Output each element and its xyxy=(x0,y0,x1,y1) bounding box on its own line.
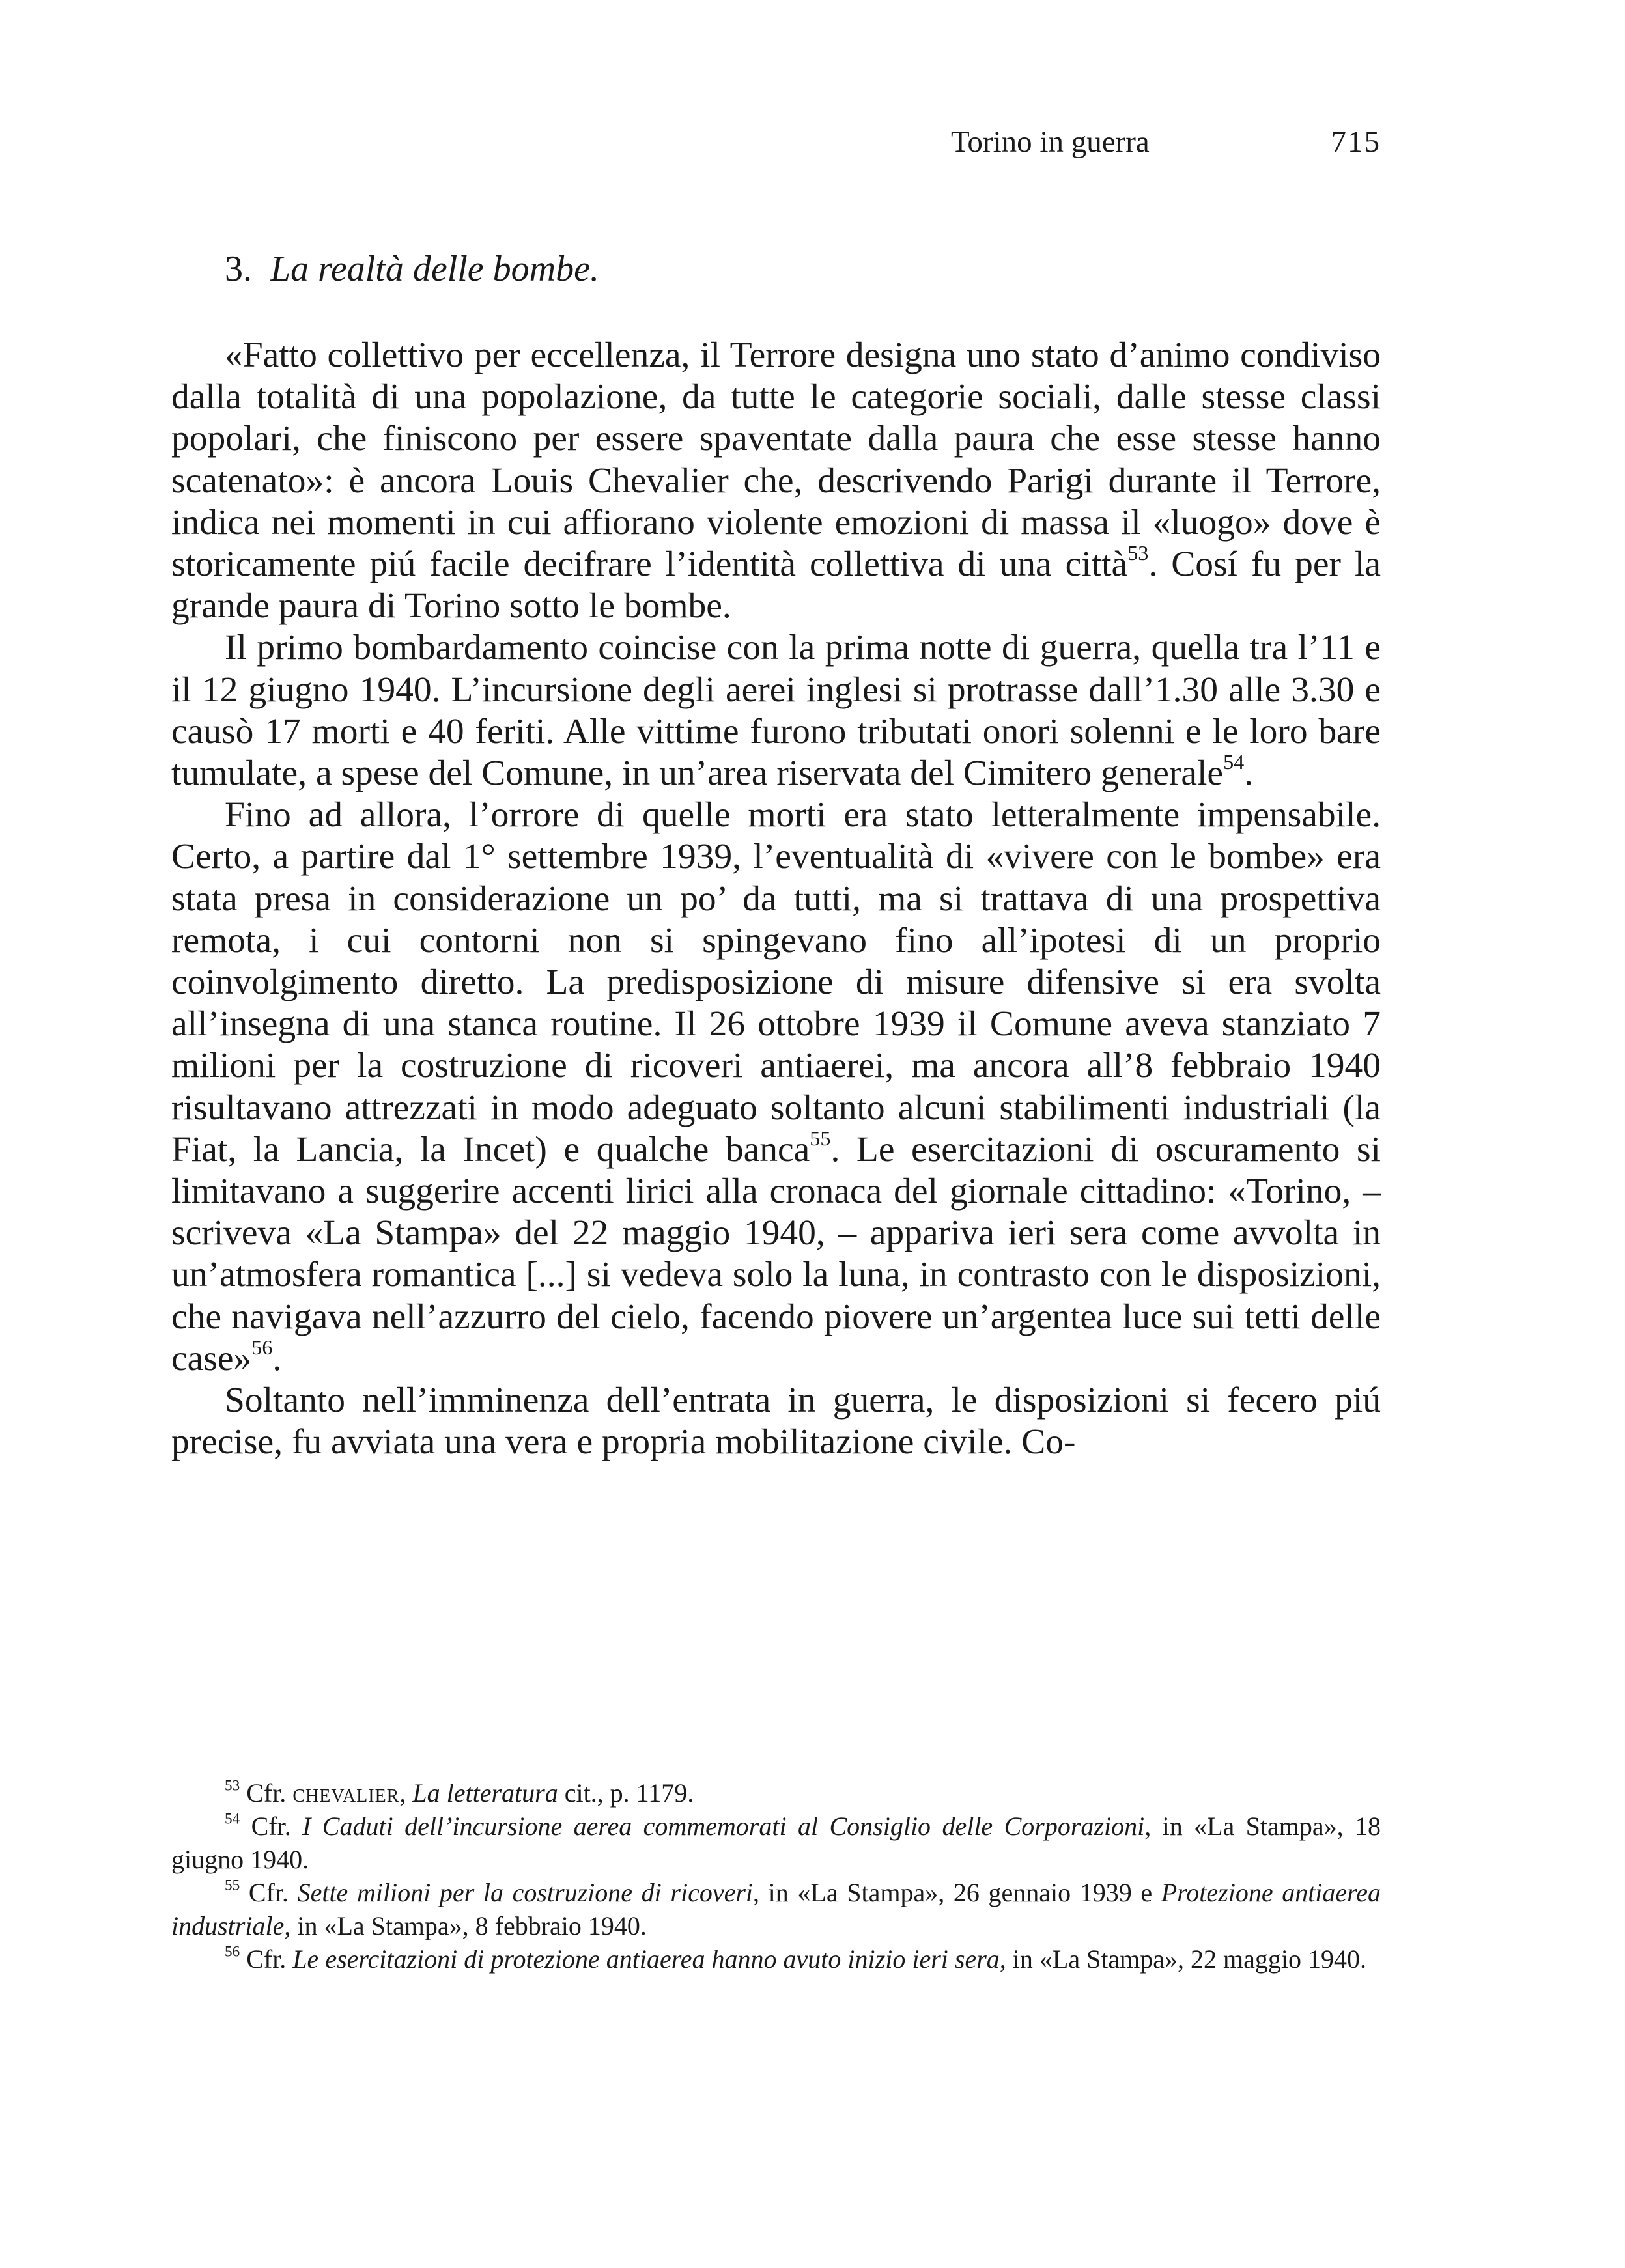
paragraph-3-text-after: . Le esercitazioni di oscuramento si limitavano a suggerire accenti lirici alla cronaca del giornale cittadino: «Torino, – scriveva «La Stampa» del 22 maggio 1940, – appariva ieri sera come avvolta in un’atmosfera romantica [...] si vedeva solo la luna, in contrasto con le disposizioni, che navigava nell’azzurro del cielo, facendo piovere un’argentea luce sui tetti delle case» xyxy=(171,1129,1381,1379)
footnote-55 xyxy=(171,1876,1381,1942)
paragraph-4-text: Soltanto nell’imminenza dell’entrata in guerra, le disposizioni si fecero piú precise, fu avviata una vera e propria mobilitazione civile. Co- xyxy=(171,1380,1381,1463)
footnotes xyxy=(171,1776,1381,1976)
footnote-prefix: Cfr. xyxy=(251,1812,303,1841)
footnote-ref-55[interactable]: 55 xyxy=(810,1126,831,1150)
footnote-title-2: Protezione antiaerea industriale xyxy=(171,1878,1381,1940)
paragraph-3 xyxy=(171,794,1381,1380)
footnote-prefix: Cfr. xyxy=(246,1778,293,1808)
footnote-author: chevalier xyxy=(292,1778,400,1808)
paragraph-2-text: Il primo bombardamento coincise con la prima notte di guerra, quella tra l’11 e il 12 giugno 1940. L’incursione degli aerei inglesi si protrasse dall’1.30 alle 3.30 e causò 17 morti e 40 feriti. Alle vittime furono tributati onori solenni e le loro bare tumulate, a spese del Comune, in un’area riservata del Cimitero generale xyxy=(171,628,1381,794)
running-title: Torino in guerra xyxy=(951,125,1150,159)
paragraph-3-text: Fino ad allora, l’orrore di quelle morti era stato letteralmente impensabile. Certo, a partire dal 1° settembre 1939, l’eventualità di «vivere con le bombe» era stata presa in considerazione un po’ da tutti, ma si trattava di una prospettiva remota, i cui contorni non si spingevano fino all’ipotesi di un proprio coinvolgimento diretto. La predisposizione di misure difensive si era svolta all’insegna di una stanca routine. Il 26 ottobre 1939 il Comune aveva stanziato 7 milioni per la costruzione di ricoveri antiaerei, ma ancora all’8 febbraio 1940 risultavano attrezzati in modo adeguato soltanto alcuni stabilimenti industriali (la Fiat, la Lancia, la Incet) e qualche banca xyxy=(171,795,1381,1169)
footnote-title: Sette milioni per la costruzione di ricoveri xyxy=(297,1878,754,1907)
paragraph-4 xyxy=(171,1380,1381,1463)
paragraph-1-text-after: . Cosí fu per la grande paura di Torino sotto le bombe. xyxy=(171,544,1381,626)
footnote-number: 55 xyxy=(225,1877,240,1894)
footnote-number: 54 xyxy=(225,1810,240,1828)
footnote-53 xyxy=(171,1776,1381,1810)
footnote-separator: , xyxy=(399,1778,413,1808)
footnote-54 xyxy=(171,1810,1381,1876)
footnote-title: I Caduti dell’incursione aerea commemorati al Consiglio delle Corporazioni xyxy=(302,1812,1145,1841)
paragraph-2 xyxy=(171,627,1381,794)
footnote-56 xyxy=(171,1942,1381,1976)
footnote-ref-56[interactable]: 56 xyxy=(251,1335,273,1359)
section-title: La realtà delle bombe. xyxy=(270,249,599,289)
page-number: 715 xyxy=(1331,125,1381,159)
footnote-rest: , in «La Stampa», 8 febbraio 1940. xyxy=(284,1911,647,1940)
footnote-middle: , in «La Stampa», 26 gennaio 1939 e xyxy=(753,1878,1161,1907)
footnote-prefix: Cfr. xyxy=(248,1878,298,1907)
footnote-number: 56 xyxy=(225,1943,240,1961)
footnote-rest: cit., p. 1179. xyxy=(558,1778,694,1808)
footnote-rest: , in «La Stampa», 18 giugno 1940. xyxy=(171,1812,1381,1874)
footnote-prefix: Cfr. xyxy=(246,1944,293,1974)
footnote-ref-54[interactable]: 54 xyxy=(1223,749,1245,774)
paragraph-1 xyxy=(171,335,1381,627)
footnote-title: Le esercitazioni di protezione antiaerea hanno avuto inizio ieri sera xyxy=(292,1944,1000,1974)
footnote-title: La letteratura xyxy=(412,1778,558,1808)
footnote-rest: , in «La Stampa», 22 maggio 1940. xyxy=(999,1944,1367,1974)
paragraph-2-text-after: . xyxy=(1244,753,1254,794)
footnote-number: 53 xyxy=(225,1777,240,1795)
body-text xyxy=(171,335,1381,1463)
paragraph-1-text: «Fatto collettivo per eccellenza, il Terrore designa uno stato d’animo condiviso dalla totalità di una popolazione, da tutte le categorie sociali, dalle stesse classi popolari, che finiscono per essere spaventate dalla paura che esse stesse hanno scatenato»: è ancora Louis Chevalier che, descrivendo Parigi durante il Terrore, indica nei momenti in cui affiorano violente emozioni di massa il «luogo» dove è storicamente piú facile decifrare l’identità collettiva di una città xyxy=(171,335,1381,585)
section-number: 3. xyxy=(225,249,252,289)
section-heading xyxy=(225,246,599,292)
footnote-ref-53[interactable]: 53 xyxy=(1127,540,1149,565)
paragraph-3-text-after-2: . xyxy=(272,1338,282,1379)
